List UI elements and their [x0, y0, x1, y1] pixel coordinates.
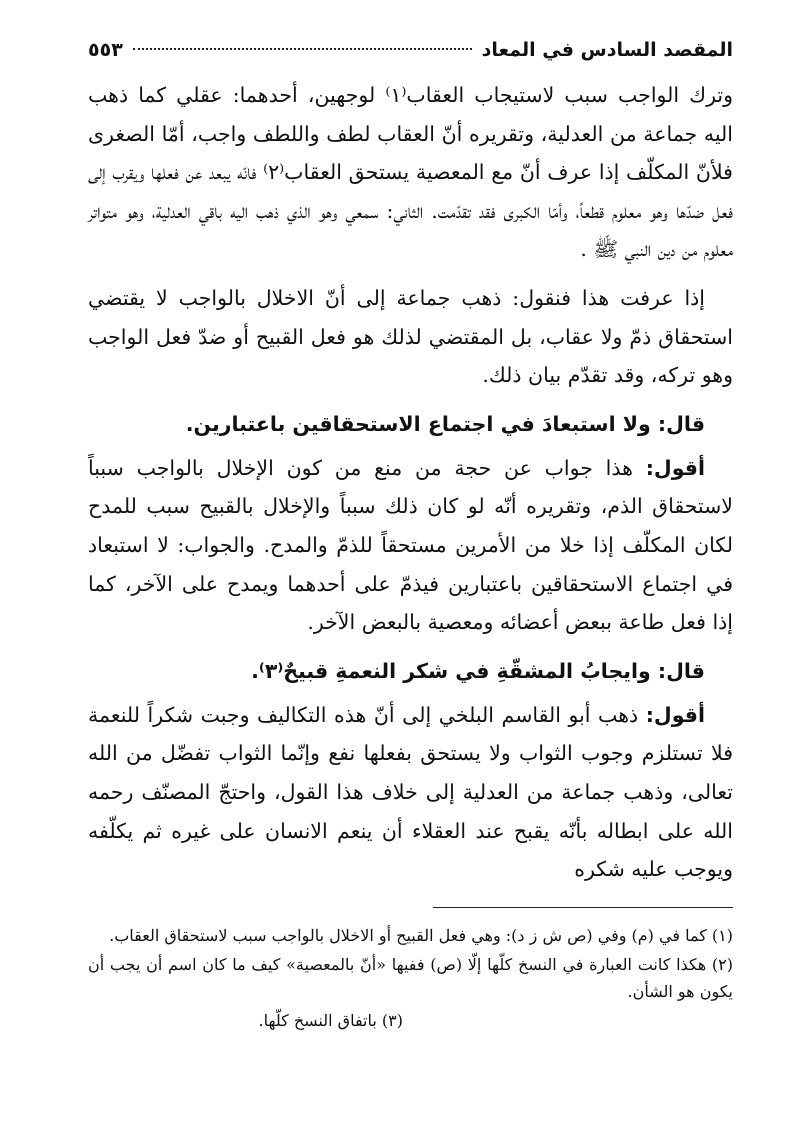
footnote-2: (٢) هكذا كانت العبارة في النسخ كلّها إلّا (ص) ففيها «أنّ بالمعصية» كيف ما كان اسم أن يجب أن يكون هو الشأن. — [88, 954, 733, 1001]
footnote-3: (٣) باتفاق النسخ كلّها. — [258, 1010, 403, 1030]
section-heading-1: قال: ولا استبعادَ في اجتماع الاستحقاقين باعتبارين. — [185, 411, 705, 436]
body-text — [88, 76, 733, 889]
paragraph-4 — [88, 696, 733, 889]
paragraph-3-text: هذا جواب عن حجة من منع من كون الإخلال بالواجب سبباً لاستحقاق الذم، وتقريره أنّه لو كان ذلك سبباً والإخلال بالقبيح سبب للمدح لكان المكلّف إذا خلا من الأمرين مستحقاً للذمّ والمدح. والجواب: لا استبعاد في اجتماع الاستحقاقين باعتبارين فيذمّ على أحدهما ويمدح على الآخر، كما إذا فعل طاعة ببعض أعضائه ومعصية بالبعض الآخر. — [88, 455, 733, 635]
paragraph-3 — [88, 449, 733, 642]
section-heading-2: قال: وايجابُ المشقّةِ في شكر النعمةِ قبيحٌ⁽٣⁾. — [251, 658, 705, 683]
footnote-divider — [433, 907, 733, 908]
footnotes — [88, 922, 733, 1034]
leader-dots — [133, 48, 472, 50]
page-number: ٥٥٣ — [88, 39, 123, 61]
paragraph-3-lead: أقول: — [645, 455, 705, 480]
paragraph-4-text: ذهب أبو القاسم البلخي إلى أنّ هذه التكاليف وجبت شكراً للنعمة فلا تستلزم وجوب الثواب ولا يستحق بفعلها نفع وإنّما الثواب تفضّل من الله تعالى، وذهب جماعة من العدلية إلى خلاف هذا القول، واحتجّ المصنّف رحمه الله على ابطاله بأنّه يقبح عند العقلاء أن ينعم الانسان على غيره ثم يكلّفه ويوجب عليه شكره — [88, 702, 733, 882]
paragraph-2: إذا عرفت هذا فنقول: ذهب جماعة إلى أنّ الاخلال بالواجب لا يقتضي استحقاق ذمّ ولا عقاب، بل المقتضي لذلك هو فعل القبيح أو ضدّ فعل الواجب وهو تركه، وقد تقدّم بيان ذلك. — [88, 285, 733, 388]
paragraph-1: وترك الواجب سبب لاستيجاب العقاب⁽١⁾ لوجهين، أحدهما: عقلي كما ذهب اليه جماعة من العدلية، وتقريره أنّ العقاب لطف واللطف واجب، أمّا الصغرى فلأنّ المكلّف إذا عرف أنّ مع المعصية يستحق العقاب⁽٢⁾ فانّه يبعد عن فعلها ويقرب إلى فعل ضدّها وهو معلوم قطعاً، وأمّا الكبرى فقد تقدّمت. الثاني: سمعي وهو الذي ذهب اليه باقي العدلية، وهو متواتر معلوم من دين النبي ﷺ . — [88, 83, 733, 262]
running-header — [88, 30, 733, 70]
footnote-1: (١) كما في (م) وفي (ص ش ز د): وهي فعل القبيح أو الاخلال بالواجب سبب لاستحقاق العقاب. — [109, 925, 733, 945]
chapter-title: المقصد السادس في المعاد — [481, 39, 733, 61]
paragraph-4-lead: أقول: — [645, 702, 705, 727]
